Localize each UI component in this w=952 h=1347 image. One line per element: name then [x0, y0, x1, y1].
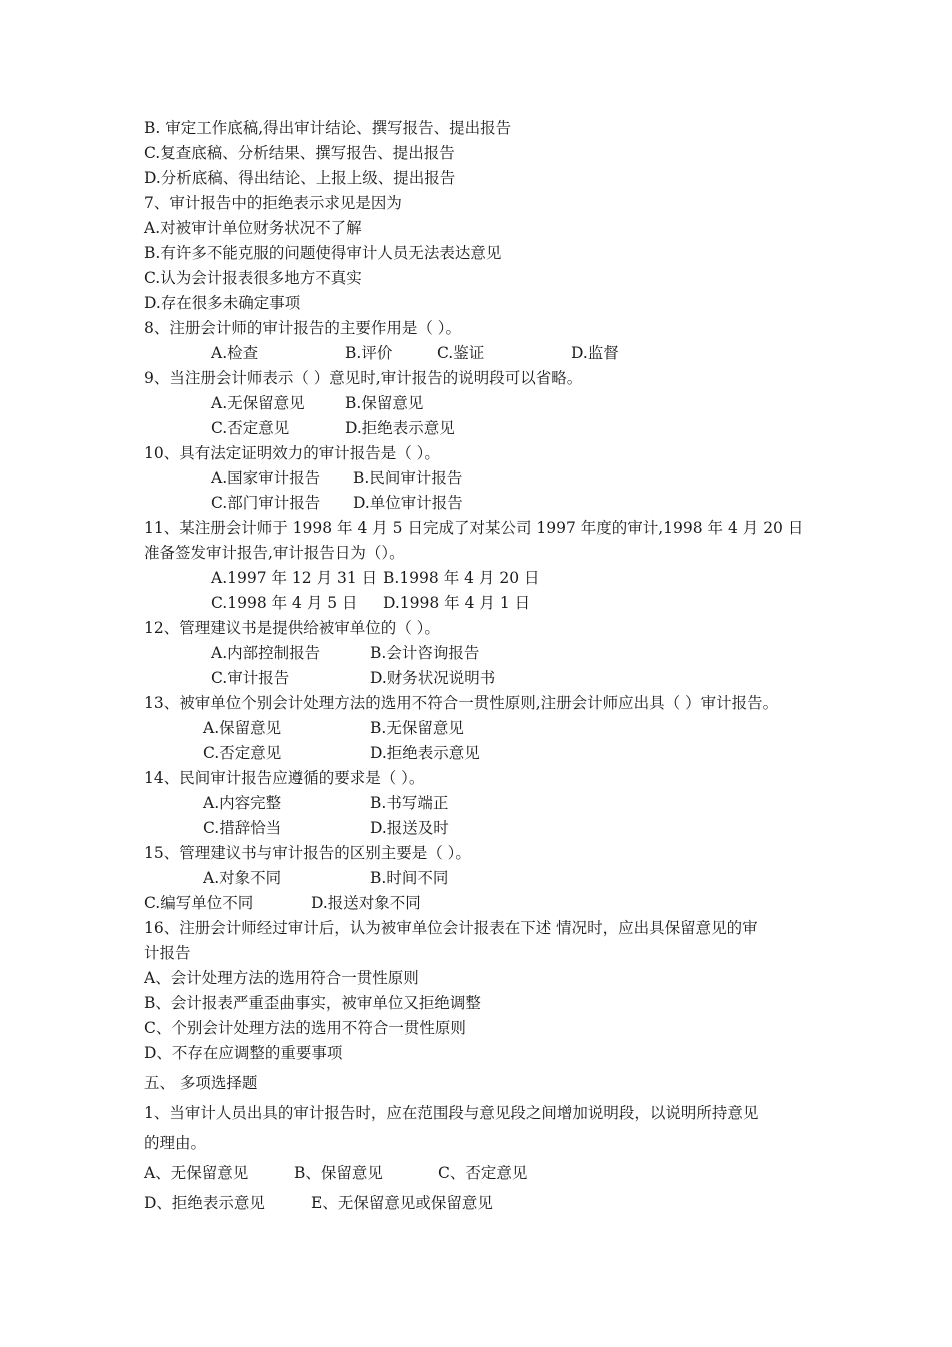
q15-option-c: C.编写单位不同 [144, 894, 254, 912]
s5-q1-option-d: D、拒绝表示意见 [144, 1194, 265, 1212]
q7-option-a: A.对被审计单位财务状况不了解 [144, 219, 362, 237]
q8-option-a: A.检查 [211, 344, 259, 362]
q9-stem: 9、当注册会计师表示（ ）意见时,审计报告的说明段可以省略。 [144, 369, 583, 387]
q16-option-c: C、个别会计处理方法的选用不符合一贯性原则 [144, 1019, 466, 1037]
q16-stem-line2: 计报告 [144, 944, 191, 962]
q14-option-a: A.内容完整 [203, 794, 282, 812]
q8-option-d: D.监督 [571, 344, 619, 362]
q6-option-d: D.分析底稿、得出结论、上报上级、提出报告 [144, 169, 456, 187]
q14-option-d: D.报送及时 [370, 819, 449, 837]
q14-option-c: C.措辞恰当 [203, 819, 282, 837]
q7-stem: 7、审计报告中的拒绝表示求见是因为 [144, 194, 402, 212]
q12-option-c: C.审计报告 [211, 669, 290, 687]
q15-option-d: D.报送对象不同 [311, 894, 421, 912]
q8-option-b: B.评价 [345, 344, 393, 362]
q14-stem: 14、民间审计报告应遵循的要求是（ ）。 [144, 769, 425, 787]
q10-option-a: A.国家审计报告 [211, 469, 321, 487]
s5-q1-option-c: C、否定意见 [438, 1164, 528, 1182]
q7-option-c: C.认为会计报表很多地方不真实 [144, 269, 362, 287]
s5-q1-stem-line2: 的理由。 [144, 1134, 207, 1152]
q15-stem: 15、管理建议书与审计报告的区别主要是（ ）。 [144, 844, 471, 862]
q13-stem: 13、被审单位个别会计处理方法的选用不符合一贯性原则,注册会计师应出具（ ）审计报告。 [144, 694, 779, 712]
q11-option-c: C.1998 年 4 月 5 日 [211, 594, 358, 612]
section-title: 五、 多项选择题 [144, 1074, 258, 1092]
q16-option-a: A、会计处理方法的选用符合一贯性原则 [144, 969, 419, 987]
q13-option-c: C.否定意见 [203, 744, 282, 762]
q9-option-c: C.否定意见 [211, 419, 290, 437]
q10-option-b: B.民间审计报告 [353, 469, 463, 487]
q11-option-a: A.1997 年 12 月 31 日 [211, 569, 378, 587]
q16-stem-line1: 16、注册会计师经过审计后，认为被审单位会计报表在下述 情况时，应出具保留意见的审 [144, 919, 758, 937]
q8-stem: 8、注册会计师的审计报告的主要作用是（ ）。 [144, 319, 462, 337]
q11-option-b: B.1998 年 4 月 20 日 [383, 569, 540, 587]
q10-option-c: C.部门审计报告 [211, 494, 321, 512]
q12-option-b: B.会计咨询报告 [370, 644, 480, 662]
q7-option-b: B.有许多不能克服的问题使得审计人员无法表达意见 [144, 244, 502, 262]
q9-option-d: D.拒绝表示意见 [345, 419, 455, 437]
q15-option-a: A.对象不同 [203, 869, 282, 887]
q11-stem-line2: 准备签发审计报告,审计报告日为（）。 [144, 544, 405, 562]
q9-option-b: B.保留意见 [345, 394, 424, 412]
q12-stem: 12、管理建议书是提供给被审单位的（ ）。 [144, 619, 440, 637]
q6-option-c: C.复查底稿、分析结果、撰写报告、提出报告 [144, 144, 455, 162]
q11-stem-line1: 11、某注册会计师于 1998 年 4 月 5 日完成了对某公司 1997 年度的审计,1998 年 4 月 20 日 [144, 519, 804, 537]
q13-option-d: D.拒绝表示意见 [370, 744, 480, 762]
q15-option-b: B.时间不同 [370, 869, 449, 887]
q13-option-b: B.无保留意见 [370, 719, 464, 737]
q10-stem: 10、具有法定证明效力的审计报告是（ ）。 [144, 444, 440, 462]
q8-option-c: C.鉴证 [437, 344, 485, 362]
q12-option-d: D.财务状况说明书 [370, 669, 496, 687]
q9-option-a: A.无保留意见 [211, 394, 305, 412]
s5-q1-option-a: A、无保留意见 [144, 1164, 249, 1182]
q13-option-a: A.保留意见 [203, 719, 282, 737]
q16-option-b: B、会计报表严重歪曲事实，被审单位又拒绝调整 [144, 994, 481, 1012]
q16-option-d: D、不存在应调整的重要事项 [144, 1044, 343, 1062]
s5-q1-stem-line1: 1、当审计人员出具的审计报告时，应在范围段与意见段之间增加说明段，以说明所持意见 [144, 1104, 759, 1122]
q7-option-d: D.存在很多未确定事项 [144, 294, 301, 312]
s5-q1-option-b: B、保留意见 [294, 1164, 383, 1182]
q14-option-b: B.书写端正 [370, 794, 449, 812]
q6-option-b: B. 审定工作底稿,得出审计结论、撰写报告、提出报告 [144, 119, 512, 137]
q11-option-d: D.1998 年 4 月 1 日 [383, 594, 531, 612]
q12-option-a: A.内部控制报告 [211, 644, 321, 662]
q10-option-d: D.单位审计报告 [353, 494, 463, 512]
s5-q1-option-e: E、无保留意见或保留意见 [311, 1194, 493, 1212]
